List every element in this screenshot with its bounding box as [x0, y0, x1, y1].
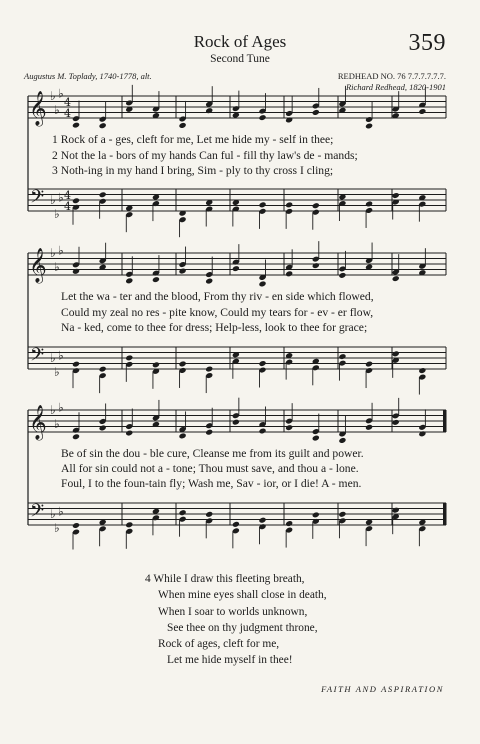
notehead [258, 360, 266, 367]
lyric-line: Na - ked, come to thee for dress; Help-less, look to thee for grace; [61, 321, 368, 334]
notehead [72, 361, 80, 368]
flat-sign-icon: ♭ [50, 89, 56, 103]
notehead [179, 268, 187, 275]
stanza-line: Rock of ages, cleft for me, [158, 638, 280, 651]
notehead [285, 520, 293, 527]
notehead [285, 201, 293, 208]
flat-sign-icon: ♭ [54, 520, 60, 535]
stanza-4 [145, 571, 327, 669]
time-signature: 4 [64, 96, 71, 109]
tune-subtitle: Second Tune [210, 53, 270, 65]
notehead [392, 275, 400, 282]
notehead [365, 123, 373, 130]
flat-sign-icon: ♭ [50, 403, 56, 417]
notehead [258, 281, 266, 288]
notehead [179, 361, 187, 368]
notehead [232, 419, 240, 426]
flat-sign-icon: ♭ [54, 206, 60, 221]
notehead [99, 122, 107, 129]
flat-sign-icon: ♭ [50, 351, 56, 365]
hymn-title: Rock of Ages [193, 32, 287, 51]
notehead [418, 430, 426, 437]
flat-sign-icon: ♭ [50, 193, 56, 207]
flat-sign-icon: ♭ [58, 243, 64, 258]
flat-sign-icon: ♭ [58, 400, 64, 415]
flat-sign-icon: ♭ [54, 364, 60, 379]
stanza-line: 4 While I draw this fleeting breath, [145, 573, 305, 585]
notehead [205, 366, 213, 373]
notehead [72, 268, 80, 275]
notehead [125, 430, 133, 437]
notehead [152, 361, 160, 368]
notehead [338, 511, 346, 518]
notehead [285, 270, 293, 277]
notehead [152, 276, 160, 283]
flat-sign-icon: ♭ [54, 259, 60, 274]
notehead [179, 433, 187, 440]
notehead [312, 511, 320, 518]
flat-sign-icon: ♭ [50, 246, 56, 260]
flat-sign-icon: ♭ [58, 348, 64, 363]
time-signature: 4 [64, 189, 71, 202]
final-barline [443, 410, 446, 432]
notehead [179, 122, 187, 129]
stanza-line: Let me hide myself in thee! [167, 654, 293, 667]
notehead [312, 109, 320, 116]
time-signature: 4 [64, 200, 71, 213]
notehead [205, 107, 213, 114]
notehead [179, 509, 187, 516]
notehead [232, 521, 240, 528]
notehead [72, 197, 80, 204]
notehead [72, 122, 80, 129]
notehead [125, 354, 133, 361]
final-barline [443, 503, 446, 525]
notehead [338, 272, 346, 279]
notehead [205, 511, 213, 518]
hymn-number: 359 [408, 30, 446, 56]
notehead [312, 262, 320, 269]
notehead [365, 201, 373, 208]
lyric-line: Let the wa - ter and the blood, From thy riv - en side which flowed, [61, 290, 374, 303]
treble-clef-icon: 𝄞 [29, 91, 47, 126]
notehead [418, 367, 426, 374]
composer-credit: Richard Redhead, 1820-1901 [345, 82, 446, 92]
flat-sign-icon: ♭ [54, 102, 60, 117]
notehead [258, 114, 266, 121]
stanza-line: When I soar to worlds unknown, [158, 605, 308, 618]
notehead [258, 517, 266, 524]
treble-clef-icon: 𝄞 [29, 405, 47, 440]
time-signature: 4 [64, 107, 71, 120]
notehead [338, 353, 346, 360]
notehead [365, 361, 373, 368]
notehead [392, 507, 400, 514]
notehead [72, 522, 80, 529]
flat-sign-icon: ♭ [58, 190, 64, 205]
notehead [418, 108, 426, 115]
lyric-line: Be of sin the dou - ble cure, Cleanse me from its guilt and power. [61, 447, 364, 460]
bass-clef-icon: 𝄢 [30, 501, 45, 526]
stanza-line: See thee on thy judgment throne, [167, 621, 318, 634]
lyric-line: 2 Not the la - bors of my hands Can ful - fill thy law's de - mands; [52, 149, 358, 162]
notehead [392, 192, 400, 199]
section-footer: FAITH AND ASPIRATION [321, 684, 444, 694]
notehead [285, 424, 293, 431]
author-credit: Augustus M. Toplady, 1740-1778, alt. [24, 71, 152, 81]
notehead [125, 521, 133, 528]
tune-credit: REDHEAD NO. 76 7.7.7.7.7.7. [337, 71, 446, 81]
notehead [392, 419, 400, 426]
notehead [72, 433, 80, 440]
notehead [125, 277, 133, 284]
bass-clef-icon: 𝄢 [30, 345, 45, 370]
treble-clef-icon: 𝄞 [29, 248, 47, 283]
notehead [99, 425, 107, 432]
notehead [392, 350, 400, 357]
lyric-line: 3 Noth-ing in my hand I bring, Sim - ply to thy cross I cling; [52, 164, 334, 177]
flat-sign-icon: ♭ [58, 86, 64, 101]
lyric-line: 1 Rock of a - ges, cleft for me, Let me hide my - self in thee; [52, 133, 334, 146]
lyric-line: Could my zeal no res - pite know, Could my tears for - ev - er flow, [61, 306, 374, 319]
notehead [365, 424, 373, 431]
flat-sign-icon: ♭ [54, 416, 60, 431]
bass-clef-icon: 𝄢 [30, 187, 45, 212]
notehead [232, 265, 240, 272]
lyric-line: Foul, I to the foun-tain fly; Wash me, Sav - ior, or I die! A - men. [61, 477, 362, 490]
notehead [258, 201, 266, 208]
notehead [258, 428, 266, 435]
stanza-line: When mine eyes shall close in death, [158, 589, 327, 602]
notehead [312, 202, 320, 209]
flat-sign-icon: ♭ [58, 504, 64, 519]
notehead [99, 191, 107, 198]
flat-sign-icon: ♭ [50, 507, 56, 521]
notehead [205, 429, 213, 436]
notehead [99, 366, 107, 373]
notehead [338, 437, 346, 444]
lyric-line: All for sin could not a - tone; Thou must save, and thou a - lone. [61, 462, 359, 475]
notehead [312, 435, 320, 442]
notehead [205, 278, 213, 285]
